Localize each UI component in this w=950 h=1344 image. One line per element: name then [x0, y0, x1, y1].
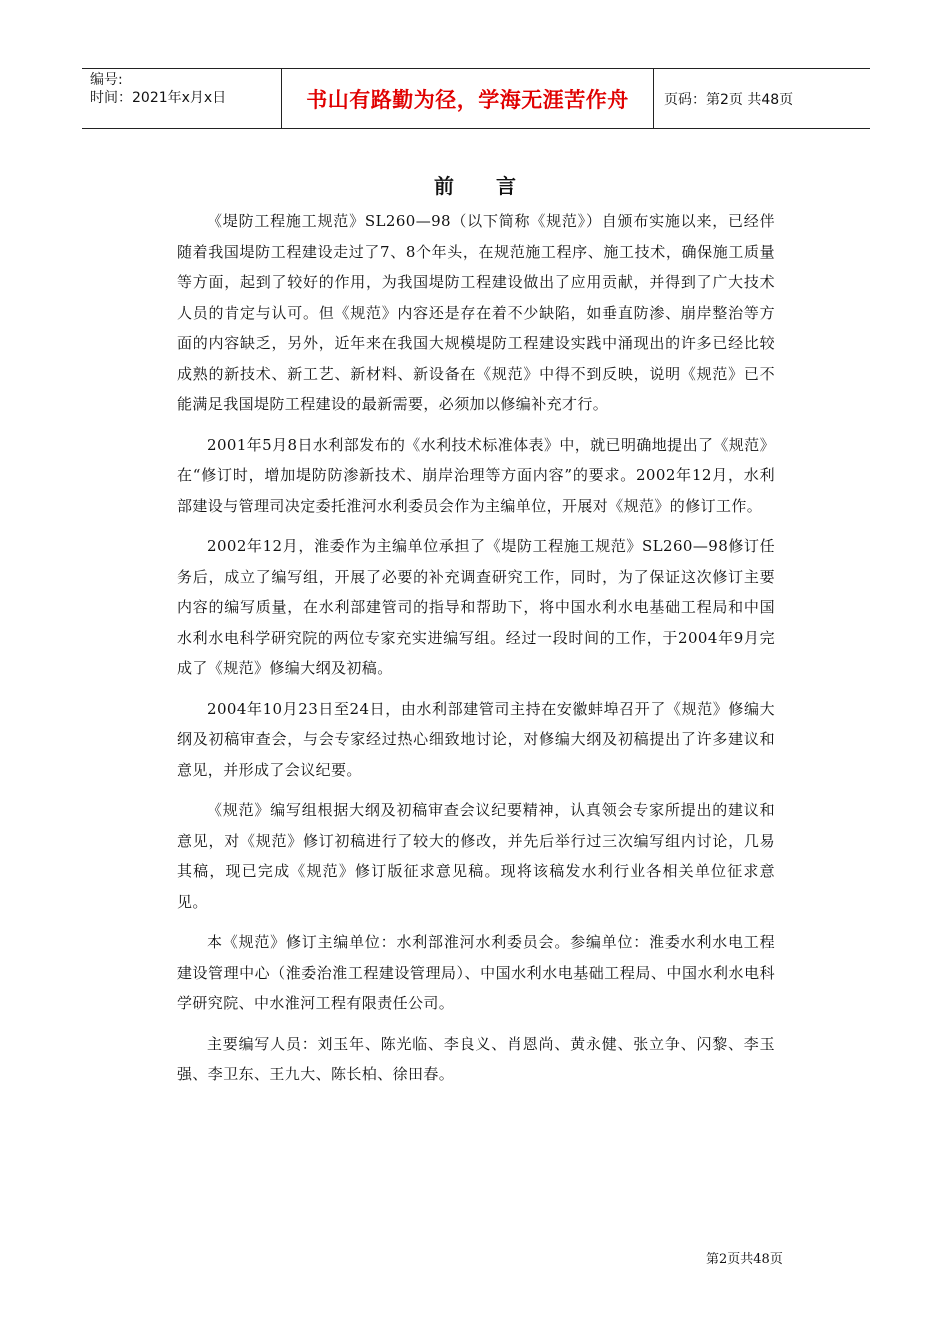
- paragraph: 2004年10月23日至24日，由水利部建管司主持在安徽蚌埠召开了《规范》修编大纲及初稿审查会，与会专家经过热心细致地讨论，对修编大纲及初稿提出了许多建议和意见，并形成了会议纪要。: [177, 699, 775, 779]
- paragraph: 2001年5月8日水利部发布的《水利技术标准体表》中，就已明确地提出了《规范》在“修订时，增加堤防防渗新技术、崩岸治理等方面内容”的要求。2002年12月，水利部建设与管理司决定委托淮河水利委员会作为主编单位，开展对《规范》的修订工作。: [177, 435, 775, 515]
- page-title: 前言: [434, 174, 558, 198]
- document-number-label: 编号:: [90, 72, 123, 88]
- document-time-label: 时间：2021年x月x日: [90, 90, 227, 106]
- document-body: [177, 206, 775, 1100]
- header-page-code: 页码：第2页 共48页: [664, 91, 794, 108]
- header-meta: [82, 69, 282, 128]
- paragraph: 《规范》编写组根据大纲及初稿审查会议纪要精神，认真领会专家所提出的建议和意见，对《规范》修订初稿进行了较大的修改，并先后举行过三次编写组内讨论，几易其稿，现已完成《规范》修订版征求意见稿。现将该稿发水利行业各相关单位征求意见。: [177, 801, 775, 911]
- page-header: [82, 68, 870, 129]
- paragraph: 《堤防工程施工规范》SL260—98（以下简称《规范》）自颁布实施以来，已经伴随着我国堤防工程建设走过了7、8个年头，在规范施工程序、施工技术，确保施工质量等方面，起到了较好的作用，为我国堤防工程建设做出了应用贡献，并得到了广大技术人员的肯定与认可。但《规范》内容还是存在着不少缺陷，如垂直防渗、崩岸整治等方面的内容缺乏，另外，近年来在我国大规模堤防工程建设实践中涌现出的许多已经比较成熟的新技术、新工艺、新材料、新设备在《规范》中得不到反映，说明《规范》已不能满足我国堤防工程建设的最新需要，必须加以修编补充才行。: [177, 212, 775, 413]
- header-motto: 书山有路勤为径，学海无涯苦作舟: [282, 69, 654, 128]
- paragraph: 2002年12月，淮委作为主编单位承担了《堤防工程施工规范》SL260—98修订任务后，成立了编写组，开展了必要的补充调查研究工作，同时，为了保证这次修订主要内容的编写质量，在水利部建管司的指导和帮助下，将中国水利水电基础工程局和中国水利水电科学研究院的两位专家充实进编写组。经过一段时间的工作，于2004年9月完成了《规范》修编大纲及初稿。: [177, 537, 775, 677]
- paragraph: 主要编写人员：刘玉年、陈光临、李良义、肖恩尚、黄永健、张立争、闪黎、李玉强、李卫东、王九大、陈长柏、徐田春。: [177, 1034, 775, 1083]
- paragraph: 本《规范》修订主编单位：水利部淮河水利委员会。参编单位：淮委水利水电工程建设管理中心（淮委治淮工程建设管理局）、中国水利水电基础工程局、中国水利水电科学研究院、中水淮河工程有限责任公司。: [177, 933, 775, 1012]
- page-footer: 第2页共48页: [706, 1252, 783, 1267]
